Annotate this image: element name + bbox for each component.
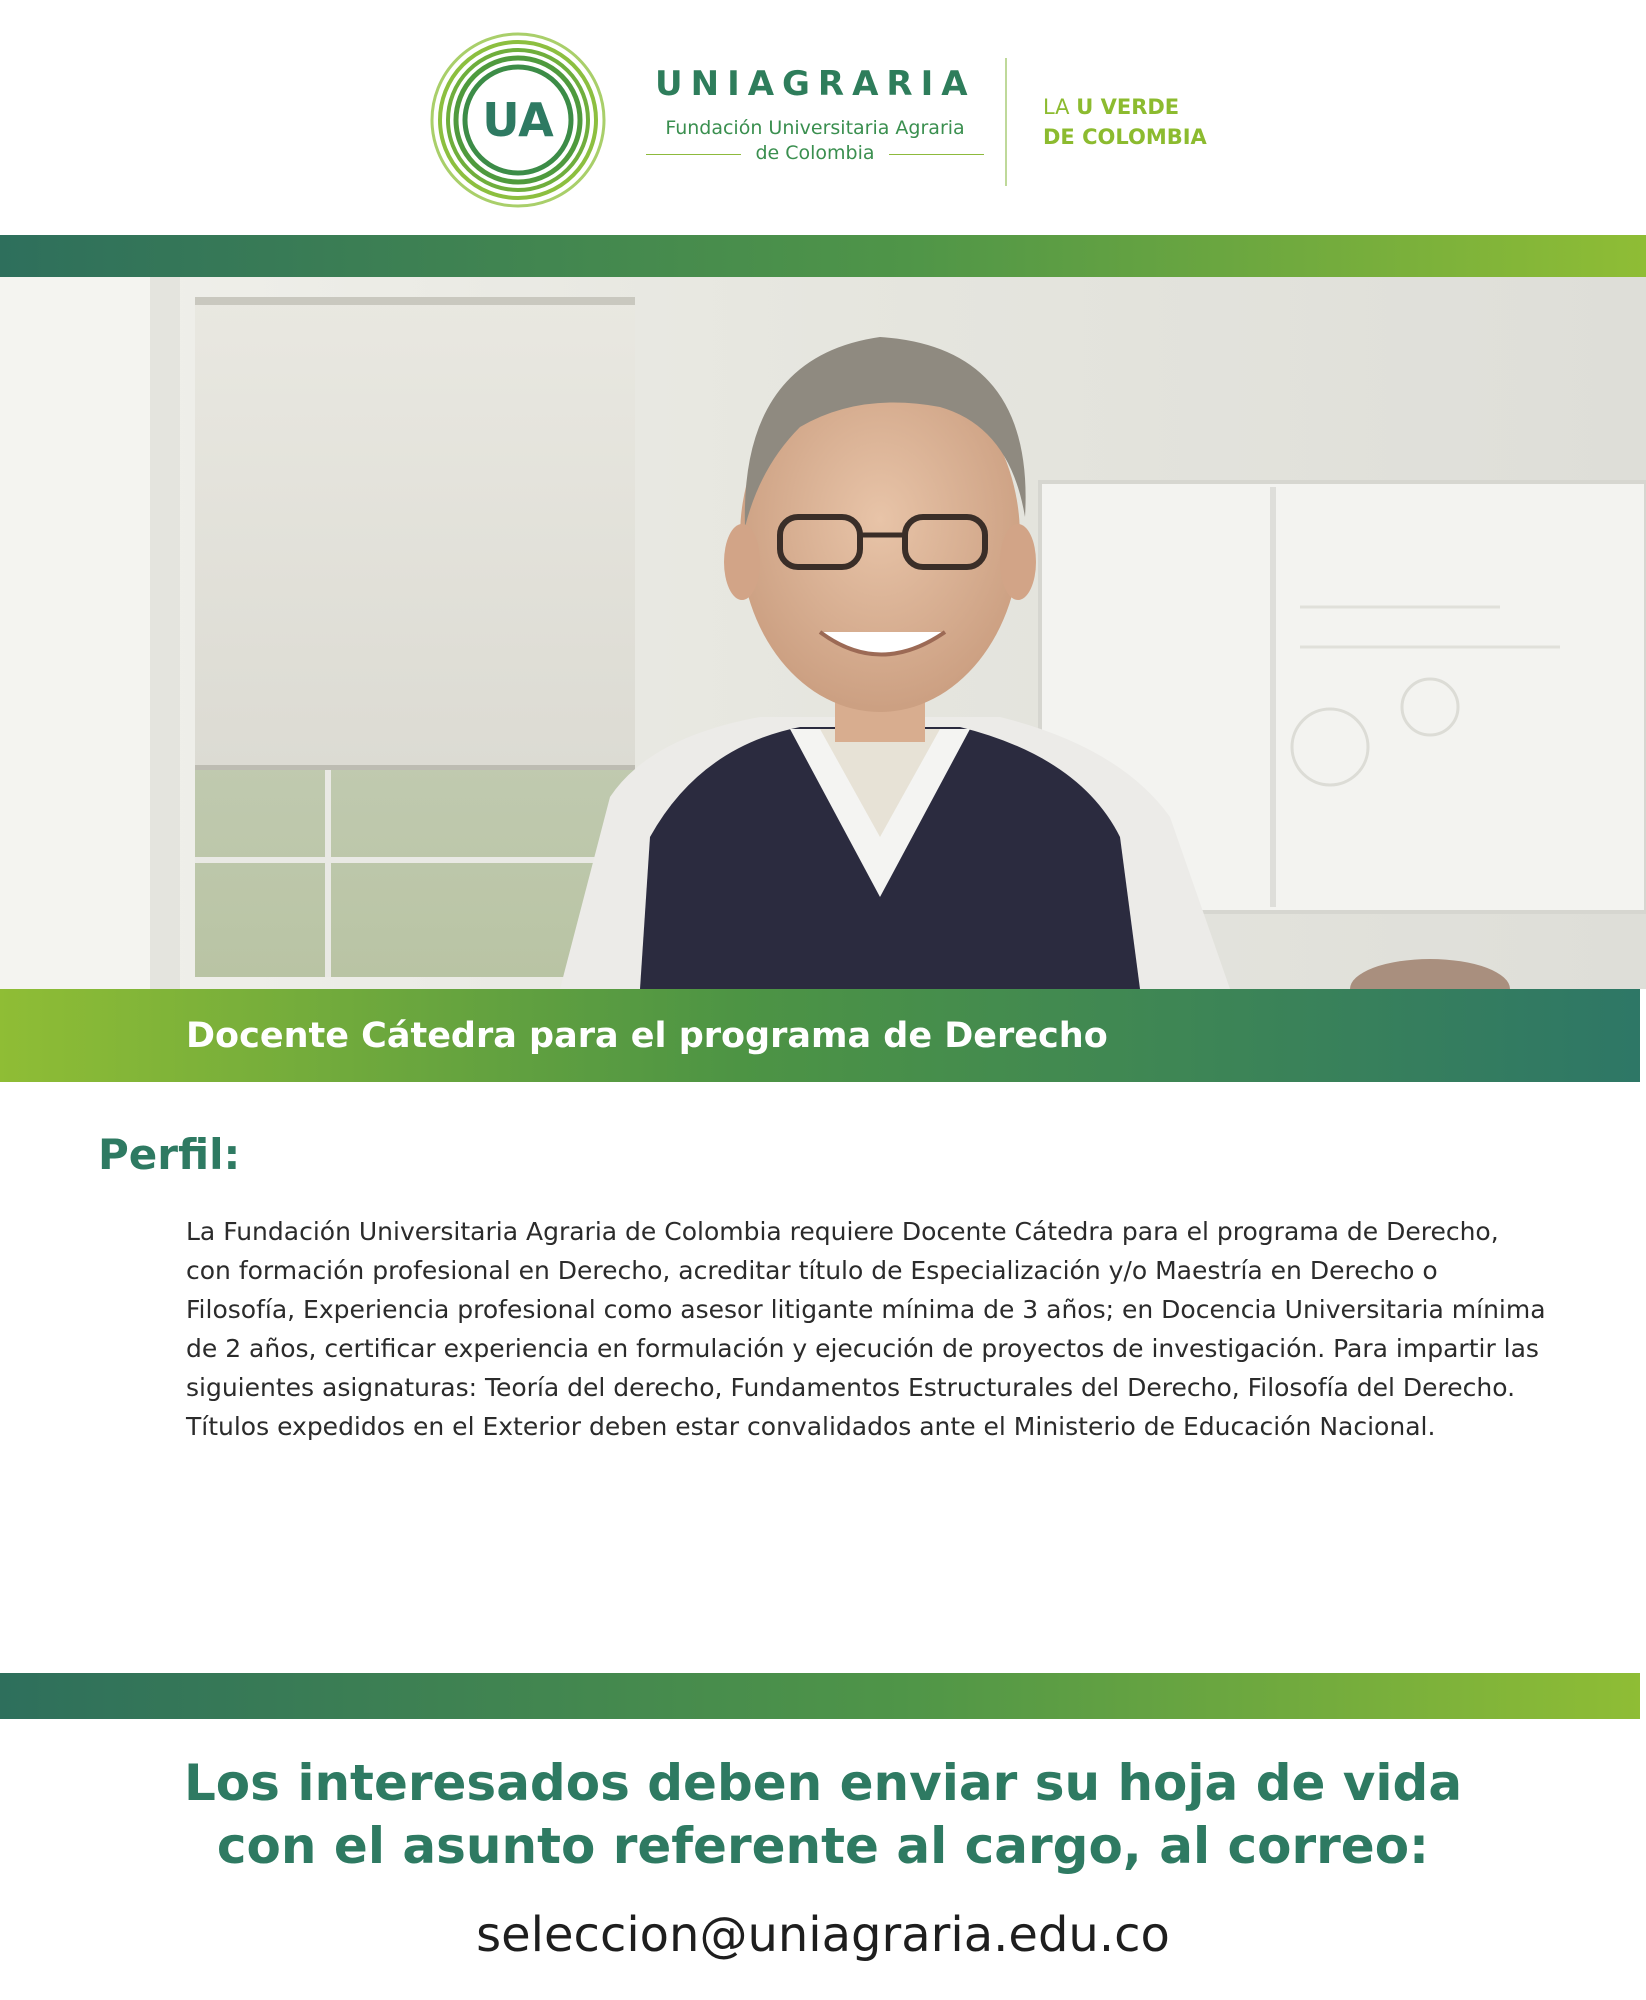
uniagraria-logo-emblem	[428, 30, 608, 210]
perfil-description: La Fundación Universitaria Agraria de Colombia requiere Docente Cátedra para el programa de Derecho, con formación profesional en Derecho, acreditar título de Especialización y/o Maestría en Derecho o Filosofía, Experiencia profesional como asesor litigante mínima de 3 años; en Docencia Universitaria mínima de 2 años, certificar experiencia en formulación y ejecución de proyectos de investigación. Para impartir las siguientes asignaturas: Teoría del derecho, Fundamentos Estructurales del Derecho, Filosofía del Derecho. Títulos expedidos en el Exterior deben estar convalidados ante el Ministerio de Educación Nacional.	[186, 1217, 1546, 1441]
logo-name: UNIAGRARIA	[655, 64, 976, 104]
perfil-heading: Perfil:	[98, 1130, 241, 1179]
hero-photo-illustration	[0, 277, 1646, 989]
logo-divider	[1005, 58, 1007, 186]
logo-rule-left	[646, 154, 741, 155]
hero-photo	[0, 277, 1646, 989]
logo-rule-right	[889, 154, 984, 155]
tagline-bold: U VERDE	[1076, 95, 1180, 119]
logo-subtitle-line2: de Colombia	[755, 142, 875, 164]
call-to-action	[0, 1752, 1646, 1878]
logo-wordmark	[655, 64, 975, 166]
top-gradient-band	[0, 235, 1646, 277]
cta-line1: Los interesados deben enviar su hoja de vida	[183, 1754, 1463, 1812]
logo-subtitle-line2-wrap	[755, 141, 874, 166]
tagline-line2: DE COLOMBIA	[1043, 125, 1207, 149]
cta-line2: con el asunto referente al cargo, al correo:	[216, 1817, 1430, 1875]
logo-initials: UA	[482, 93, 554, 147]
logo-subtitle-line1: Fundación Universitaria Agraria	[665, 117, 965, 139]
tagline-line1	[1043, 92, 1207, 122]
tagline	[1043, 92, 1207, 152]
bottom-gradient-band	[0, 1673, 1640, 1719]
position-title: Docente Cátedra para el programa de Derecho	[186, 1016, 1108, 1056]
logo-emblem-graphic	[428, 30, 608, 210]
tagline-prefix: LA	[1043, 95, 1077, 119]
position-title-bar	[0, 989, 1640, 1082]
contact-email-link[interactable]: seleccion@uniagraria.edu.co	[476, 1907, 1170, 1963]
header	[0, 0, 1646, 235]
